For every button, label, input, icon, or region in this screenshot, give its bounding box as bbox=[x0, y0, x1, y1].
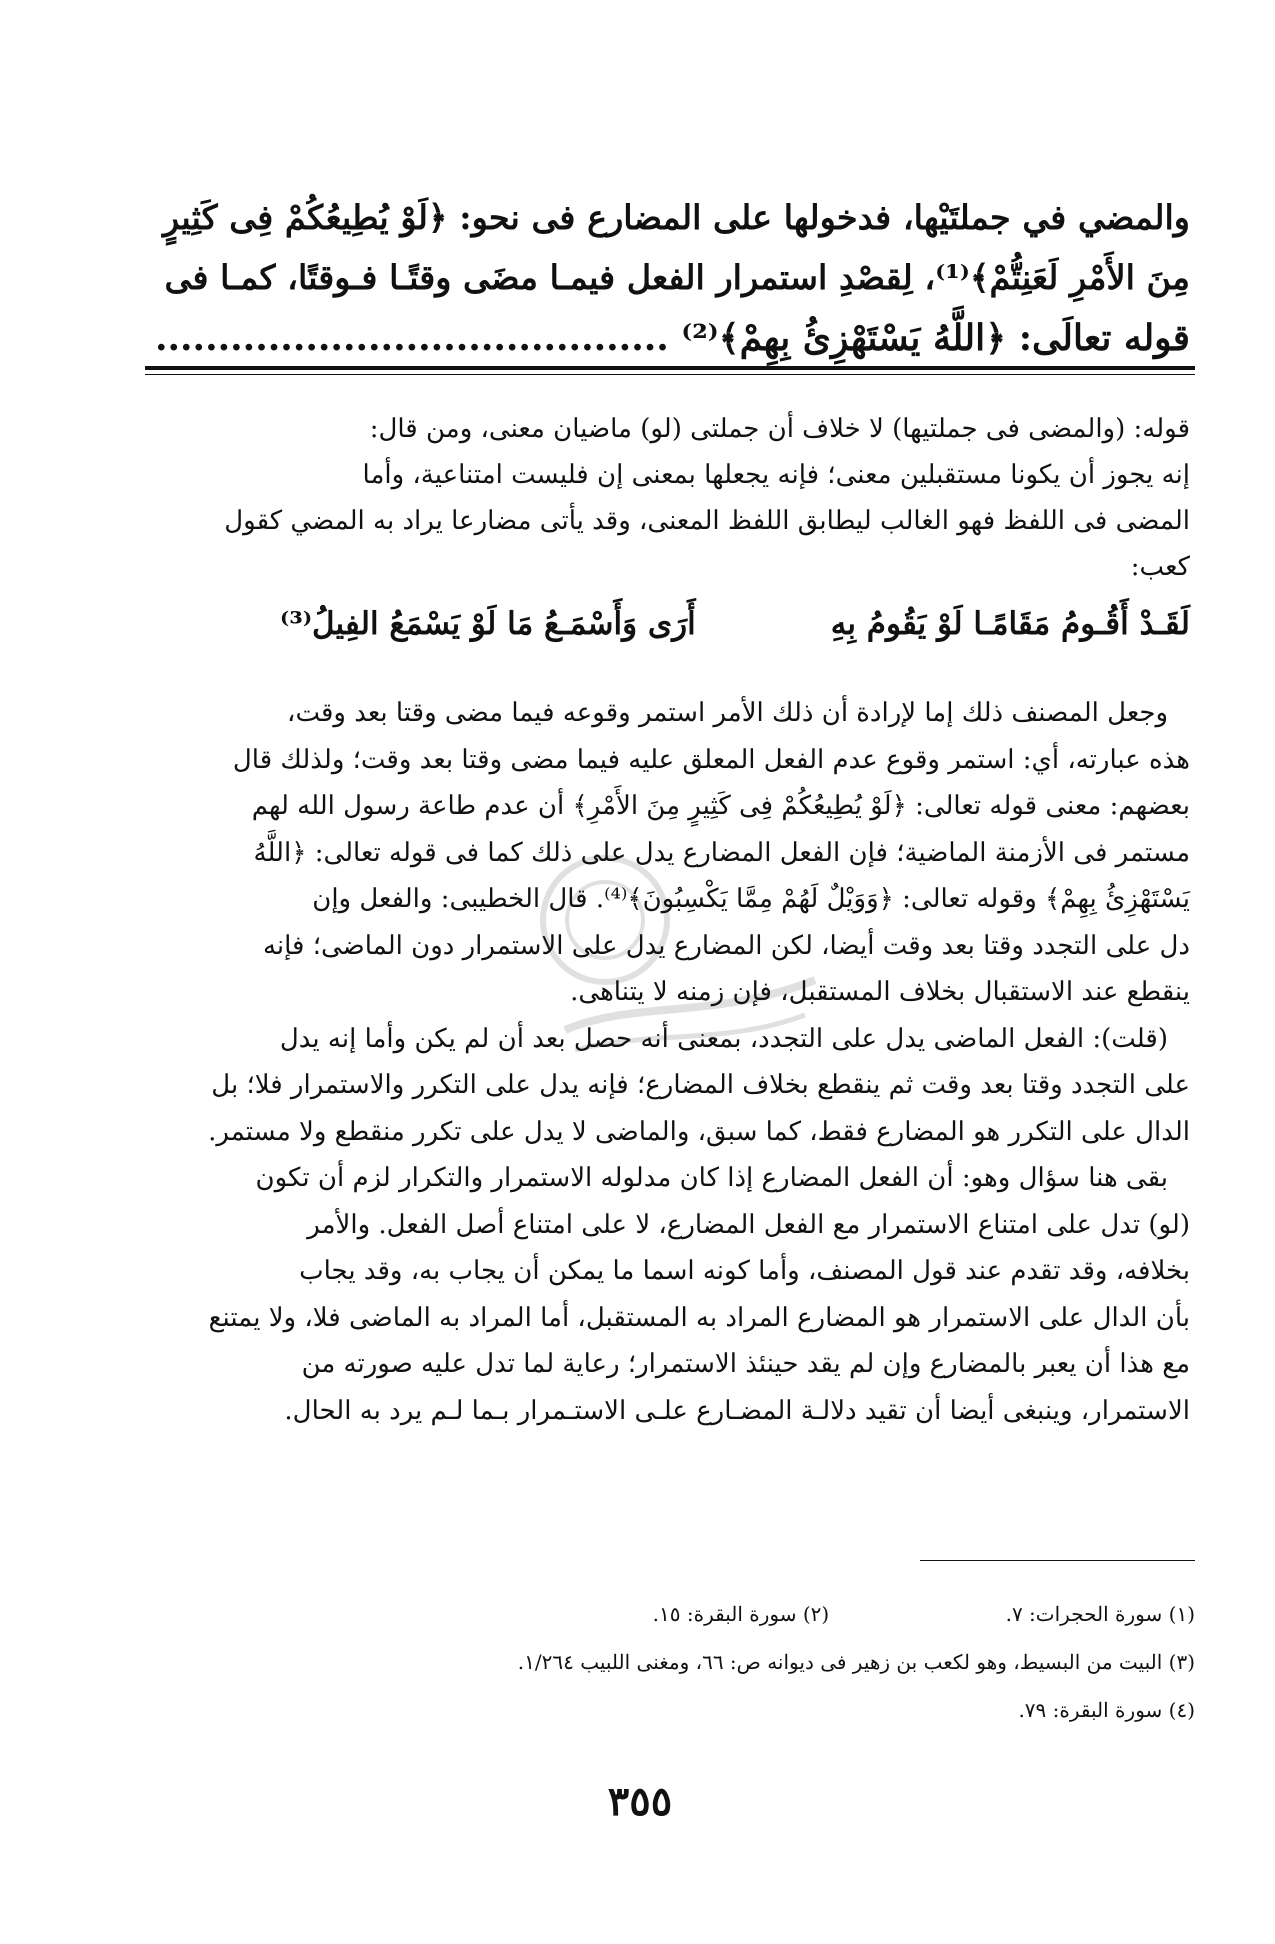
main-text-line: والمضي في جملتَيْها، فدخولها على المضارع فى نحو: ﴿لَوْ يُطِيعُكُمْ فِى كَثِيرٍ bbox=[162, 198, 1190, 237]
verse-second-hemistich: أَرَى وَأَسْمَـعُ مَا لَوْ يَسْمَعُ الفِيلُ⁽³⁾ bbox=[280, 606, 696, 642]
footnote-4: (٤) سورة البقرة: ٧٩. bbox=[1018, 1698, 1195, 1722]
commentary-line: مع هذا أن يعبر بالمضارع وإن لم يقد حينئذ الاستمرار؛ رعاية لما تدل عليه صورته من bbox=[301, 1349, 1190, 1379]
footnote-divider bbox=[920, 1560, 1195, 1561]
commentary-line: مستمر فى الأزمنة الماضية؛ فإن الفعل المضارع يدل على ذلك كما فى قوله تعالى: ﴿اللَّهُ bbox=[253, 837, 1190, 868]
main-text-block bbox=[150, 188, 1190, 368]
footnote-2: (٢) سورة البقرة: ١٥. bbox=[652, 1602, 830, 1626]
commentary-line: كعب: bbox=[1130, 552, 1190, 582]
footnote-3: (٣) البيت من البسيط، وهو لكعب بن زهير فى ديوانه ص: ٦٦، ومغنى اللبيب ١/٢٦٤. bbox=[517, 1650, 1195, 1674]
commentary-line: الاستمرار، وينبغى أيضا أن تقيد دلالـة المضـارع علـى الاستـمرار بـما لـم يرد به الحال. bbox=[284, 1395, 1190, 1426]
commentary-line: ينقطع عند الاستقبال بخلاف المستقبل، فإن زمنه لا يتناهى. bbox=[570, 977, 1190, 1007]
section-divider-thick bbox=[145, 366, 1195, 370]
commentary-line: يَسْتَهْزِئُ بِهِمْ﴾ وقوله تعالى: ﴿وَوَيْلٌ لَهُمْ مِمَّا يَكْسِبُونَ﴾⁽⁴⁾. قال الخطيبى: والفعل وإن bbox=[312, 884, 1190, 914]
commentary-line: على التجدد وقتا بعد وقت ثم ينقطع بخلاف المضارع؛ فإنه يدل على التكرر والاستمرار فلا؛ بل bbox=[211, 1070, 1190, 1100]
footnotes bbox=[260, 1590, 1195, 1734]
commentary-continuation-block bbox=[150, 690, 1190, 1434]
commentary-paragraph-start: (قلت): الفعل الماضى يدل على التجدد، بمعنى أنه حصل بعد أن لم يكن وأما إنه يدل bbox=[279, 1023, 1168, 1054]
commentary-line: بأن الدال على الاستمرار هو المضارع المراد به المستقبل، أما المراد به الماضى فلا، ولا يمتنع bbox=[208, 1302, 1190, 1333]
page-number: ٣٥٥ bbox=[607, 1778, 673, 1825]
section-divider-thin bbox=[145, 374, 1195, 375]
verse-first-hemistich: لَقَـدْ أَقُـومُ مَقَامًـا لَوْ يَقُومُ بِهِ bbox=[830, 606, 1190, 642]
commentary-line: قوله: (والمضى فى جملتيها) لا خلاف أن جملتى (لو) ماضيان معنى، ومن قال: bbox=[369, 414, 1190, 444]
footnote-row bbox=[260, 1590, 1195, 1638]
commentary-line: الدال على التكرر هو المضارع فقط، كما سبق، والماضى لا يدل على تكرر منقطع ولا مستمر. bbox=[208, 1116, 1190, 1147]
commentary-paragraph-start: وجعل المصنف ذلك إما لإرادة أن ذلك الأمر استمر وقوعه فيما مضى وقتا بعد وقت، bbox=[287, 698, 1168, 728]
commentary-line: بخلافه، وقد تقدم عند قول المصنف، وأما كونه اسما ما يمكن أن يجاب به، وقد يجاب bbox=[299, 1256, 1190, 1286]
commentary-block bbox=[150, 406, 1190, 590]
commentary-line: هذه عبارته، أي: استمر وقوع عدم الفعل المعلق عليه فيما مضى وقتا بعد وقت؛ ولذلك قال bbox=[232, 744, 1190, 775]
commentary-line: دل على التجدد وقتا بعد وقت أيضا، لكن المضارع يدل على الاستمرار دون الماضى؛ فإنه bbox=[262, 930, 1190, 961]
commentary-line: (لو) تدل على امتناع الاستمرار مع الفعل المضارع، لا على امتناع أصل الفعل. والأمر bbox=[307, 1209, 1190, 1240]
footnote-1: (١) سورة الحجرات: ٧. bbox=[1005, 1602, 1195, 1626]
commentary-paragraph-start: بقى هنا سؤال وهو: أن الفعل المضارع إذا كان مدلوله الاستمرار والتكرار لزم أن تكون bbox=[255, 1163, 1168, 1193]
main-text-line: مِنَ الأَمْرِ لَعَنِتُّمْ﴾⁽¹⁾، لِقصْدِ استمرار الفعل فيمـا مضَى وقتًـا فـوقتًا، كمـا فى bbox=[164, 258, 1190, 297]
poetry-verse bbox=[150, 606, 1190, 656]
commentary-line: إنه يجوز أن يكونا مستقبلين معنى؛ فإنه يجعلها بمعنى إن فليست امتناعية، وأما bbox=[362, 460, 1190, 490]
commentary-line: المضى فى اللفظ فهو الغالب ليطابق اللفظ المعنى، وقد يأتى مضارعا يراد به المضي كقول bbox=[224, 506, 1190, 536]
main-text-line: قوله تعالَى: ﴿اللَّهُ يَسْتَهْزِئُ بِهِمْ﴾⁽²⁾ ......................................... bbox=[154, 317, 1190, 359]
commentary-line: بعضهم: معنى قوله تعالى: ﴿لَوْ يُطِيعُكُمْ فِى كَثِيرٍ مِنَ الأَمْرِ﴾ أن عدم طاعة رسول الله لهم bbox=[251, 791, 1190, 821]
